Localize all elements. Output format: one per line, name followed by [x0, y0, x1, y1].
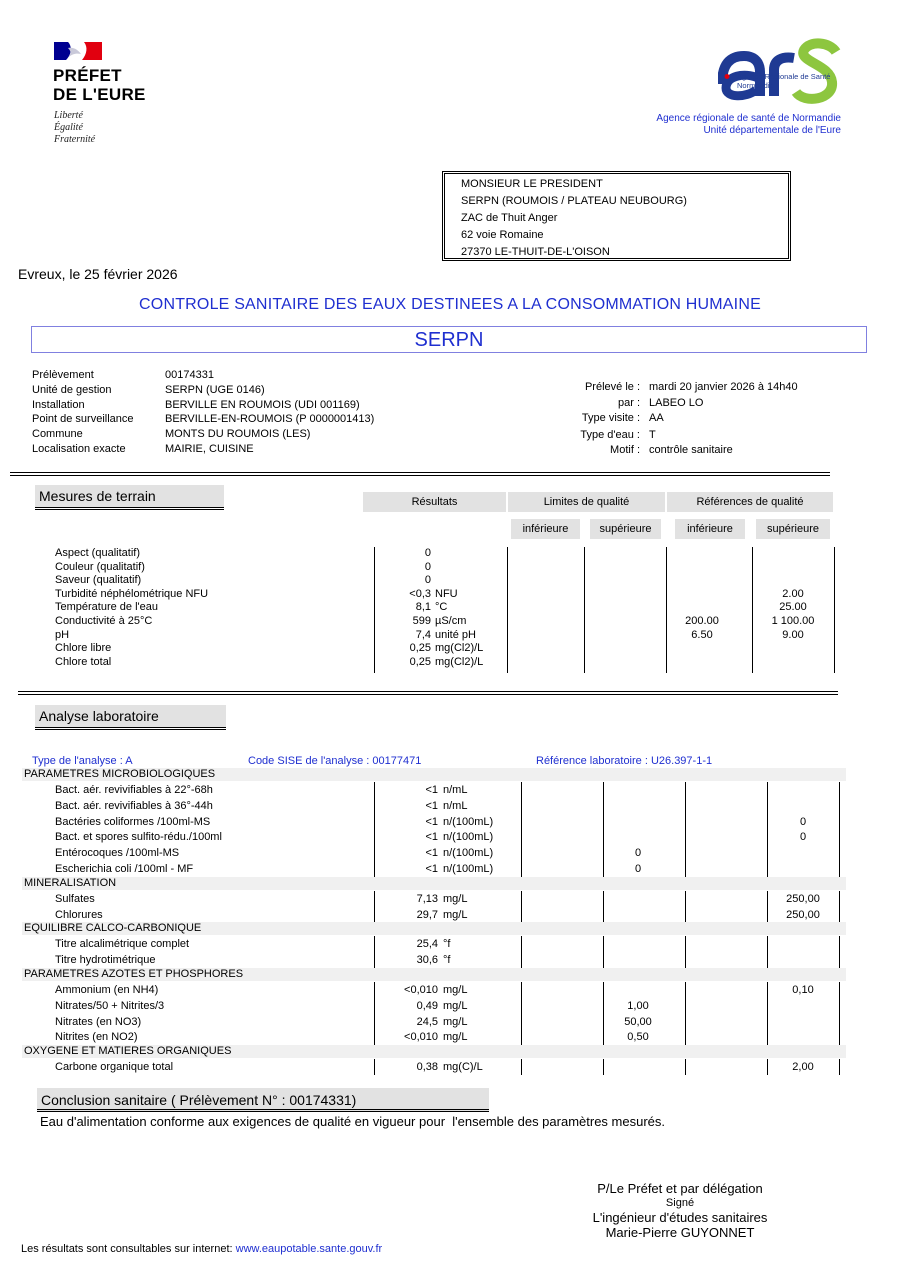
limit-upper: 1,00: [627, 999, 649, 1012]
column-divider: [839, 936, 840, 968]
column-divider: [839, 982, 840, 1045]
result-unit: °C: [435, 601, 448, 614]
info-values: 00174331 SERPN (UGE 0146) BERVILLE EN ROUMOIS (UDI 001169) BERVILLE-EN-ROUMOIS (P 0000001413) MONTS DU ROUMOIS (LES) MAIRIE, CUISINE: [165, 369, 375, 455]
result-value: 8,1: [415, 601, 431, 614]
result-value: <1: [425, 831, 438, 844]
column-divider: [685, 936, 686, 968]
result-unit: NFU: [435, 587, 458, 600]
ars-logo: [718, 34, 842, 106]
column-divider: [767, 936, 768, 968]
reference-upper: 250,00: [786, 892, 820, 905]
sampler-value: LABEO LO: [649, 397, 704, 409]
column-divider: [839, 891, 840, 923]
limit-lower-header: inférieure: [511, 519, 580, 539]
result-value: <1: [425, 847, 438, 860]
result-value: <1: [425, 863, 438, 875]
result-unit: mg(C)/L: [443, 1061, 483, 1074]
category-header: PARAMETRES MICROBIOLOGIQUES: [22, 768, 846, 781]
column-divider: [767, 982, 768, 1045]
column-divider: [834, 547, 835, 673]
result-unit: n/(100mL): [443, 847, 494, 860]
limit-upper: 50,00: [624, 1015, 652, 1028]
result-unit: mg/L: [443, 999, 468, 1012]
result-value: 24,5: [416, 1015, 438, 1028]
column-divider: [374, 782, 375, 877]
column-divider: [685, 982, 686, 1045]
visit-type-label: Type visite :: [581, 412, 640, 424]
column-divider: [603, 982, 604, 1045]
result-value: 599: [412, 615, 431, 627]
column-divider: [584, 547, 585, 673]
column-divider: [839, 782, 840, 877]
column-divider: [521, 1059, 522, 1075]
result-value: 25,4: [416, 938, 438, 951]
parameter-name: Aspect (qualitatif): [55, 547, 140, 559]
result-value: 0: [424, 574, 431, 587]
column-divider: [839, 1059, 840, 1075]
column-divider: [685, 782, 686, 877]
result-unit: mg/L: [443, 984, 468, 996]
signature-signed: Signé: [665, 1197, 695, 1209]
parameter-name: Nitrates (en NO3): [55, 1015, 142, 1028]
reference-lower: 200.00: [685, 615, 719, 627]
limit-upper-header: supérieure: [590, 519, 661, 539]
results-column-header: Résultats: [363, 492, 506, 512]
reference-upper: 0: [799, 815, 807, 828]
reference-lower: 6.50: [691, 628, 713, 641]
result-value: 0: [424, 547, 431, 559]
result-unit: n/mL: [443, 784, 468, 796]
column-divider: [767, 891, 768, 923]
sample-date-value: mardi 20 janvier 2026 à 14h40: [649, 381, 798, 393]
terrain-section-title: Mesures de terrain: [35, 485, 224, 507]
result-value: <0,010: [404, 1031, 438, 1044]
column-divider: [666, 547, 667, 673]
sample-date-label: Prélevé le :: [584, 381, 640, 393]
column-divider: [603, 1059, 604, 1075]
result-unit: n/(100mL): [443, 863, 494, 875]
result-value: 0: [424, 560, 431, 573]
reference-lower-header: inférieure: [675, 519, 745, 539]
reference-upper: 0,10: [792, 984, 814, 996]
result-value: <0,3: [409, 587, 431, 600]
references-column-header: Références de qualité: [667, 492, 833, 512]
parameter-name: Nitrates/50 + Nitrites/3: [55, 999, 165, 1012]
parameter-name: Entérocoques /100ml-MS: [55, 847, 180, 860]
category-header: EQUILIBRE CALCO-CARBONIQUE: [22, 922, 846, 935]
parameter-name: Chlore total: [55, 655, 112, 668]
result-unit: mg(Cl2)/L: [435, 655, 484, 668]
parameter-name: pH: [55, 628, 70, 641]
result-value: <0,010: [404, 984, 438, 996]
recipient-line: MONSIEUR LE PRESIDENT: [461, 178, 603, 190]
analysis-type: Type de l'analyse : A: [32, 755, 133, 767]
limits-column-header: Limites de qualité: [508, 492, 665, 512]
prefet-title: PRÉFET DE L'EURE: [53, 66, 146, 104]
parameter-name: Escherichia coli /100ml - MF: [55, 863, 194, 875]
result-value: <1: [425, 799, 438, 812]
reference-upper-header: supérieure: [756, 519, 830, 539]
separator-double-line: [18, 691, 838, 695]
parameter-name: Chlore libre: [55, 642, 112, 655]
visit-type-value: AA: [649, 412, 664, 424]
parameter-name: Turbidité néphélométrique NFU: [55, 587, 209, 600]
result-value: 7,4: [415, 628, 431, 641]
document-title: CONTROLE SANITAIRE DES EAUX DESTINEES A LA CONSOMMATION HUMAINE: [139, 296, 761, 313]
result-unit: unité pH: [435, 628, 476, 641]
column-divider: [507, 547, 508, 673]
republic-motto: Liberté Égalité Fraternité: [54, 110, 96, 145]
motive-label: Motif :: [610, 444, 640, 456]
reference-upper: 25.00: [779, 601, 807, 614]
result-value: 7,13: [416, 892, 438, 905]
column-divider: [374, 936, 375, 968]
result-value: 0,38: [416, 1061, 438, 1074]
recipient-address-box: [442, 171, 791, 261]
parameter-name: Bact. aér. revivifiables à 22°-68h: [55, 784, 213, 796]
result-value: <1: [425, 784, 438, 796]
result-value: <1: [425, 815, 438, 828]
parameter-name: Sulfates: [55, 892, 95, 905]
section-underline: [37, 1109, 489, 1112]
parameter-name: Nitrites (en NO2): [55, 1031, 138, 1044]
result-unit: n/(100mL): [443, 831, 494, 844]
conclusion-title: Conclusion sanitaire ( Prélèvement N° : 00174331): [37, 1088, 489, 1112]
column-divider: [603, 782, 604, 877]
parameter-name: Bactéries coliformes /100ml-MS: [55, 815, 211, 828]
water-type-value: T: [649, 429, 656, 441]
sampler-label: par :: [617, 397, 640, 409]
section-underline: [35, 507, 224, 510]
republic-flag-icon: [54, 42, 102, 60]
column-divider: [767, 1059, 768, 1075]
column-divider: [374, 1059, 375, 1075]
reference-upper: 2.00: [782, 587, 804, 600]
parameter-name: Titre hydrotimétrique: [55, 954, 156, 967]
reference-upper: 2,00: [792, 1061, 814, 1074]
document-subtitle: SERPN: [31, 326, 867, 353]
results-website-link[interactable]: www.eaupotable.sante.gouv.fr: [235, 1243, 383, 1255]
result-value: 30,6: [416, 954, 438, 967]
result-unit: n/mL: [443, 799, 468, 812]
separator-double-line: [10, 472, 830, 476]
column-divider: [521, 982, 522, 1045]
result-unit: mg/L: [443, 1031, 468, 1044]
sise-code: Code SISE de l'analyse : 00177471: [248, 755, 422, 767]
agency-address: Agence régionale de santé de Normandie Unité départementale de l'Eure: [656, 113, 841, 136]
section-underline: [35, 727, 226, 730]
column-divider: [685, 891, 686, 923]
column-divider: [374, 891, 375, 923]
limit-upper: 0,50: [627, 1031, 649, 1044]
column-divider: [603, 936, 604, 968]
column-divider: [767, 782, 768, 877]
parameter-name: Ammonium (en NH4): [55, 984, 159, 996]
date-line: Evreux, le 25 février 2026: [18, 266, 178, 282]
result-unit: mg/L: [443, 1015, 468, 1028]
result-value: 0,49: [416, 999, 438, 1012]
parameter-name: Conductivité à 25°C: [55, 615, 153, 627]
limit-upper: 0: [634, 863, 642, 875]
parameter-name: Chlorures: [55, 908, 103, 921]
result-unit: n/(100mL): [443, 815, 494, 828]
result-unit: °f: [443, 938, 451, 951]
reference-upper: 250,00: [786, 908, 820, 921]
result-unit: mg/L: [443, 908, 468, 921]
ars-tagline: Agence Régionale de Santé Normandie: [737, 72, 831, 90]
column-divider: [685, 1059, 686, 1075]
reference-upper: 0: [799, 831, 807, 844]
signature-role: L'ingénieur d'études sanitaires: [592, 1210, 768, 1225]
result-unit: µS/cm: [435, 615, 467, 627]
parameter-name: Carbone organique total: [55, 1061, 174, 1074]
reference-upper: 9.00: [782, 628, 804, 641]
recipient-line: ZAC de Thuit Anger: [461, 212, 558, 224]
signature-name: Marie-Pierre GUYONNET: [605, 1225, 755, 1240]
water-type-label: Type d'eau :: [580, 429, 640, 441]
info-labels: Prélèvement Unité de gestion Installation Point de surveillance Commune Localisation exacte: [32, 369, 134, 455]
column-divider: [521, 782, 522, 877]
parameter-name: Titre alcalimétrique complet: [55, 938, 190, 951]
result-value: 29,7: [416, 908, 438, 921]
parameter-name: Couleur (qualitatif): [55, 560, 145, 573]
recipient-line: 62 voie Romaine: [461, 229, 544, 241]
recipient-line: 27370 LE-THUIT-DE-L'OISON: [461, 246, 610, 258]
parameter-name: Température de l'eau: [55, 601, 158, 614]
reference-upper: 1 100.00: [771, 615, 815, 627]
lab-reference: Référence laboratoire : U26.397-1-1: [536, 755, 713, 767]
parameter-name: Saveur (qualitatif): [55, 574, 142, 587]
parameter-name: Bact. et spores sulfito-rédu./100ml: [55, 831, 222, 844]
result-value: 0,25: [409, 642, 431, 655]
column-divider: [521, 891, 522, 923]
recipient-line: SERPN (ROUMOIS / PLATEAU NEUBOURG): [461, 195, 687, 207]
parameter-name: Bact. aér. revivifiables à 36°-44h: [55, 799, 213, 812]
lab-section-title: Analyse laboratoire: [35, 705, 226, 727]
column-divider: [603, 891, 604, 923]
motive-value: contrôle sanitaire: [649, 444, 733, 456]
result-unit: mg/L: [443, 892, 468, 905]
category-header: PARAMETRES AZOTES ET PHOSPHORES: [22, 968, 846, 981]
limit-upper: 0: [634, 847, 642, 860]
category-header: MINERALISATION: [22, 877, 846, 890]
signature-delegation: P/Le Préfet et par délégation: [597, 1181, 763, 1196]
footer: Les résultats sont consultables sur internet: www.eaupotable.sante.gouv.fr: [21, 1243, 383, 1255]
column-divider: [374, 982, 375, 1045]
category-header: OXYGENE ET MATIERES ORGANIQUES: [22, 1045, 846, 1058]
column-divider: [521, 936, 522, 968]
result-value: 0,25: [409, 655, 431, 668]
result-unit: °f: [443, 954, 451, 967]
result-unit: mg(Cl2)/L: [435, 642, 484, 655]
conclusion-text: Eau d'alimentation conforme aux exigences de qualité en vigueur pour l'ensemble des paramètres mesurés.: [40, 1114, 666, 1129]
